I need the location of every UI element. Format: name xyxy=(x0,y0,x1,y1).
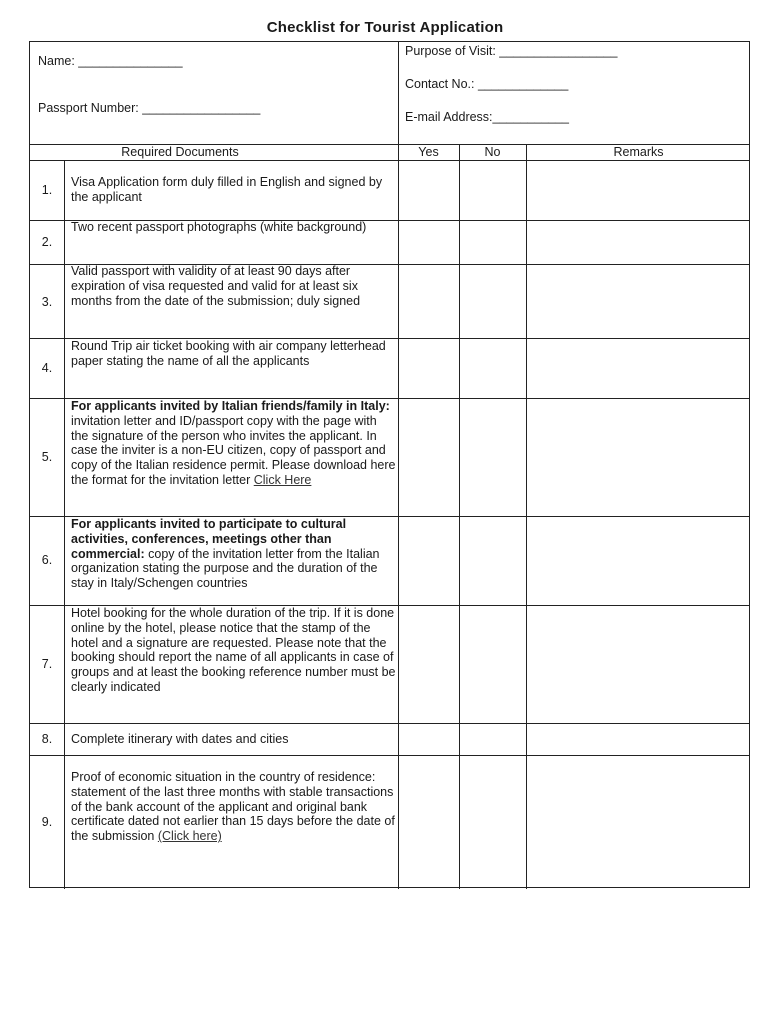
column-divider xyxy=(459,144,460,889)
row-description xyxy=(71,399,396,488)
column-header-documents: Required Documents xyxy=(121,145,239,159)
row-divider xyxy=(30,755,749,756)
row-number: 5. xyxy=(41,450,53,464)
row-description-text: Proof of economic situation in the country of residence: statement of the last three months with stable transactions of the bank account of the applicant and original bank certificate dated not earlier than 15 days before the date of the submission xyxy=(71,770,395,844)
column-divider xyxy=(526,144,527,889)
row-number: 2. xyxy=(41,235,53,249)
row-number: 3. xyxy=(41,295,53,309)
row-description xyxy=(71,770,396,844)
row-number: 4. xyxy=(41,361,53,375)
column-header-remarks: Remarks xyxy=(613,145,664,159)
row-description-text: invitation letter and ID/passport copy with the page with the signature of the person who invites the applicant. In case the inviter is a non-EU citizen, copy of passport and copy of the Italian residence permit. Please download here the format for the invitation letter xyxy=(71,413,396,487)
row-description: Valid passport with validity of at least 90 days after expiration of visa requested and valid for at least six months from the date of the submission; duly signed xyxy=(71,264,361,308)
checklist-table xyxy=(29,41,750,888)
row-description: Complete itinerary with dates and cities xyxy=(71,732,289,746)
passport-number-field[interactable]: Passport Number: _________________ xyxy=(38,101,261,115)
row-number: 6. xyxy=(41,553,53,567)
row-description: Round Trip air ticket booking with air company letterhead paper stating the name of all the applicants xyxy=(71,339,386,368)
row-description-bold: For applicants invited by Italian friends/family in Italy: xyxy=(71,399,390,413)
header-divider xyxy=(398,42,399,144)
column-header-no: No xyxy=(484,145,501,159)
row-description: Visa Application form duly filled in English and signed by the applicant xyxy=(71,175,383,204)
row-description: Two recent passport photographs (white background) xyxy=(71,220,367,234)
row-divider xyxy=(30,723,749,724)
row-description-bold: For applicants invited to participate to cultural activities, conferences, meetings other than commercial: xyxy=(71,517,347,561)
contact-number-field[interactable]: Contact No.: _____________ xyxy=(405,77,569,91)
row-description xyxy=(71,517,396,591)
column-divider xyxy=(398,144,399,889)
economic-proof-link[interactable]: (Click here) xyxy=(157,829,222,844)
row-divider xyxy=(30,160,749,161)
column-divider xyxy=(64,160,65,889)
row-description-text: copy of the invitation letter from the Italian organization stating the purpose and the duration of the stay in Italy/Schengen countries xyxy=(71,546,380,591)
page-title: Checklist for Tourist Application xyxy=(266,19,504,36)
row-number: 7. xyxy=(41,657,53,671)
row-number: 9. xyxy=(41,815,53,829)
row-number: 1. xyxy=(41,183,53,197)
row-number: 8. xyxy=(41,732,53,746)
column-header-yes: Yes xyxy=(418,145,439,159)
row-description: Hotel booking for the whole duration of the trip. If it is done online by the hotel, please notice that the stamp of the hotel and a signature are requested. Please note that the booking should report the name of all applicants in case of groups and at least the booking reference number must be clearly indicated xyxy=(71,606,396,694)
email-address-field[interactable]: E-mail Address:___________ xyxy=(405,110,570,124)
invitation-letter-link[interactable]: Click Here xyxy=(253,472,312,487)
purpose-of-visit-field[interactable]: Purpose of Visit: _________________ xyxy=(405,44,618,58)
name-field[interactable]: Name: _______________ xyxy=(38,54,183,68)
